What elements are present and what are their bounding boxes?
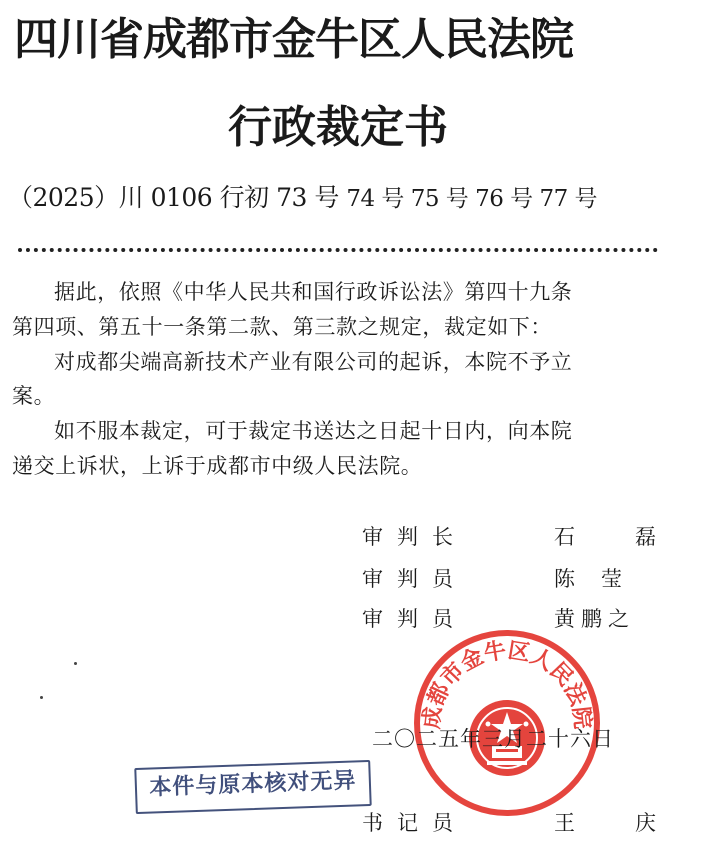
signature-role: 审判长 <box>362 525 467 549</box>
signature-name: 石磊 <box>554 525 716 549</box>
court-name: 四川省成都市金牛区人民法院 <box>14 14 573 65</box>
ruling-date: 二〇二五年三月二十六日 <box>372 727 614 751</box>
ruling-body <box>12 275 657 484</box>
seal-text: 成都市金牛区人民法院 <box>419 638 595 731</box>
case-number-extra: 74 号 75 号 76 号 77 号 <box>346 186 598 212</box>
signature-role: 审判员 <box>362 607 467 631</box>
signature-row <box>362 562 662 596</box>
paragraph-ruling: 对成都尖端高新技术产业有限公司的起诉，本院不予立 案。 <box>12 349 573 409</box>
copy-verification-stamp: 本件与原本核对无异 <box>134 760 371 814</box>
signature-role: 审判员 <box>362 567 467 591</box>
clerk-row <box>362 806 716 840</box>
paragraph-legal-basis: 据此，依照《中华人民共和国行政诉讼法》第四十九条 第四项、第五十一条第二款、第三款之规定，裁定如下： <box>12 280 573 339</box>
dotted-separator <box>18 248 658 252</box>
clerk-role: 书记员 <box>362 811 467 835</box>
signature-name: 黄鹏之 <box>554 607 635 631</box>
document-title: 行政裁定书 <box>228 102 448 153</box>
case-number-line <box>8 180 676 217</box>
signature-name: 陈莹 <box>554 567 648 591</box>
scan-speck <box>74 662 77 665</box>
clerk-name: 王庆 <box>554 811 716 835</box>
scan-speck <box>40 696 43 699</box>
signature-row <box>362 520 716 554</box>
case-number: （2025）川 0106 行初 73 号 <box>8 183 339 212</box>
paragraph-appeal: 如不服本裁定，可于裁定书送达之日起十日内，向本院 递交上诉状，上诉于成都市中级人民法院。 <box>12 419 573 478</box>
